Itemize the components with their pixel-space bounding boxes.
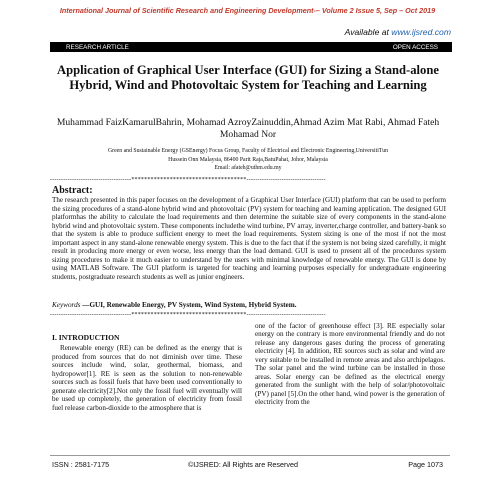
introduction-heading: I. INTRODUCTION — [52, 333, 120, 342]
author-email[interactable]: Email: afateh@uthm.edu.my — [214, 165, 282, 172]
availability-prefix: Available at — [344, 27, 392, 37]
footer-divider — [50, 455, 450, 456]
abstract-text: The research presented in this paper focuses on the development of a Graphical User Interface (GUI) platform that can be used to perform the sizing procedures of a stand-alone hybrid wind and photovoltaic (PV) system for teaching and learning application. The designed GUI platformhas the ability to calculate the load requirements and then determine the suitable size of every components in the stand-alone hybrid wind and photovoltaic system. These components includethe wind turbine, PV array, inverter,charge controller, and battery-bank so that the system is able to produce sufficient energy to meet the load requirements. System sizing is one of the most if not the most important aspect in any stand-alone renewable energy system. This is due to the fact that if the system is not being sized carefully, it might result in producing more energy or even worse, less energy than the load demand. GUI is used to present all of the procedures system sizing procedures to make it much easier to understand by the users with minimal knowledge of renewable energy. The GUI is done by using MATLAB Software. The GUI platform is targeted for teaching and learning purposes especially for undergraduate engineering students, postgraduate research students as well as junior engineers. — [52, 196, 446, 281]
abstract-heading: Abstract: — [52, 185, 93, 196]
open-access-label: OPEN ACCESS — [392, 44, 438, 51]
copyright-label: ©IJSRED: All Rights are Reserved — [188, 460, 298, 469]
journal-header: International Journal of Scientific Research and Engineering Development-– Volume 2 Issue 5, Sep – Oct 2019 — [59, 6, 436, 15]
affiliation-block — [50, 147, 446, 173]
intro-paragraph-right: one of the factor of greenhouse effect [3]. RE especially solar energy on the contrary is more environmental friendly and do not release any dangerous gases during the process of generating electricity [4]. In addition, RE sources such as solar and wind are very suitable to be installed in remote areas and also archipelagos. The solar panel and the wind turbine can be installed in those areas. Solar energy can be defined as the electrical energy generated from the sunlight with the help of solar/photovoltaic (PV) panel [5].On the other hand, wind power is the generation of electricity from the — [255, 322, 445, 407]
keywords-dash: — — [80, 301, 90, 309]
research-article-label: RESEARCH ARTICLE — [66, 44, 129, 51]
affiliation-line-2: Hussein Onn Malaysia, 86400 Parit Raja,BatuPahat, Johor, Malaysia — [168, 156, 328, 163]
intro-paragraph-left: Renewable energy (RE) can be defined as the energy that is produced from sources that do not diminish over time. These sources include wind, solar, geothermal, biomass, and hydropower[1]. RE is seen as the solution to non-renewable sources such as fossil fuels that have been used conventionally to generate electricity[2].Not only the fossil fuel will eventually will be used up completely, the generation of electricity from fossil fuel release carbon-dioxide to the atmosphere that is — [52, 344, 242, 412]
page-footer — [0, 460, 495, 474]
journal-url-link[interactable]: www.ijsred.com — [391, 27, 451, 37]
keywords-line — [52, 301, 446, 310]
availability-line — [345, 27, 451, 37]
issn-label: ISSN : 2581-7175 — [52, 460, 110, 469]
article-type-bar — [50, 42, 452, 52]
separator-bottom: -------------------------------------************************************------------------------------------ — [50, 312, 326, 318]
page-number: Page 1073 — [408, 460, 443, 469]
paper-title: Application of Graphical User Interface (GUI) for Sizing a Stand-alone Hybrid, Wind and Photovoltaic System for Teaching and Learning — [57, 63, 439, 92]
right-column — [255, 322, 445, 407]
author-list: Muhammad FaizKamarulBahrin, Mohamad AzroyZainuddin,Ahmad Azim Mat Rabi, Ahmad Fateh Mohamad Nor — [56, 117, 440, 140]
separator-top: -------------------------------------************************************------------------------------------ — [50, 177, 326, 183]
left-column — [52, 334, 242, 412]
keywords-list: GUI, Renewable Energy, PV System, Wind System, Hybrid System. — [89, 301, 297, 309]
keywords-label: Keywords — [52, 301, 81, 309]
affiliation-line-1: Green and Sustainable Energy (GSEnergy) Focus Group, Faculty of Electrical and Electronic Engineering,UniversitiTun — [107, 148, 388, 154]
